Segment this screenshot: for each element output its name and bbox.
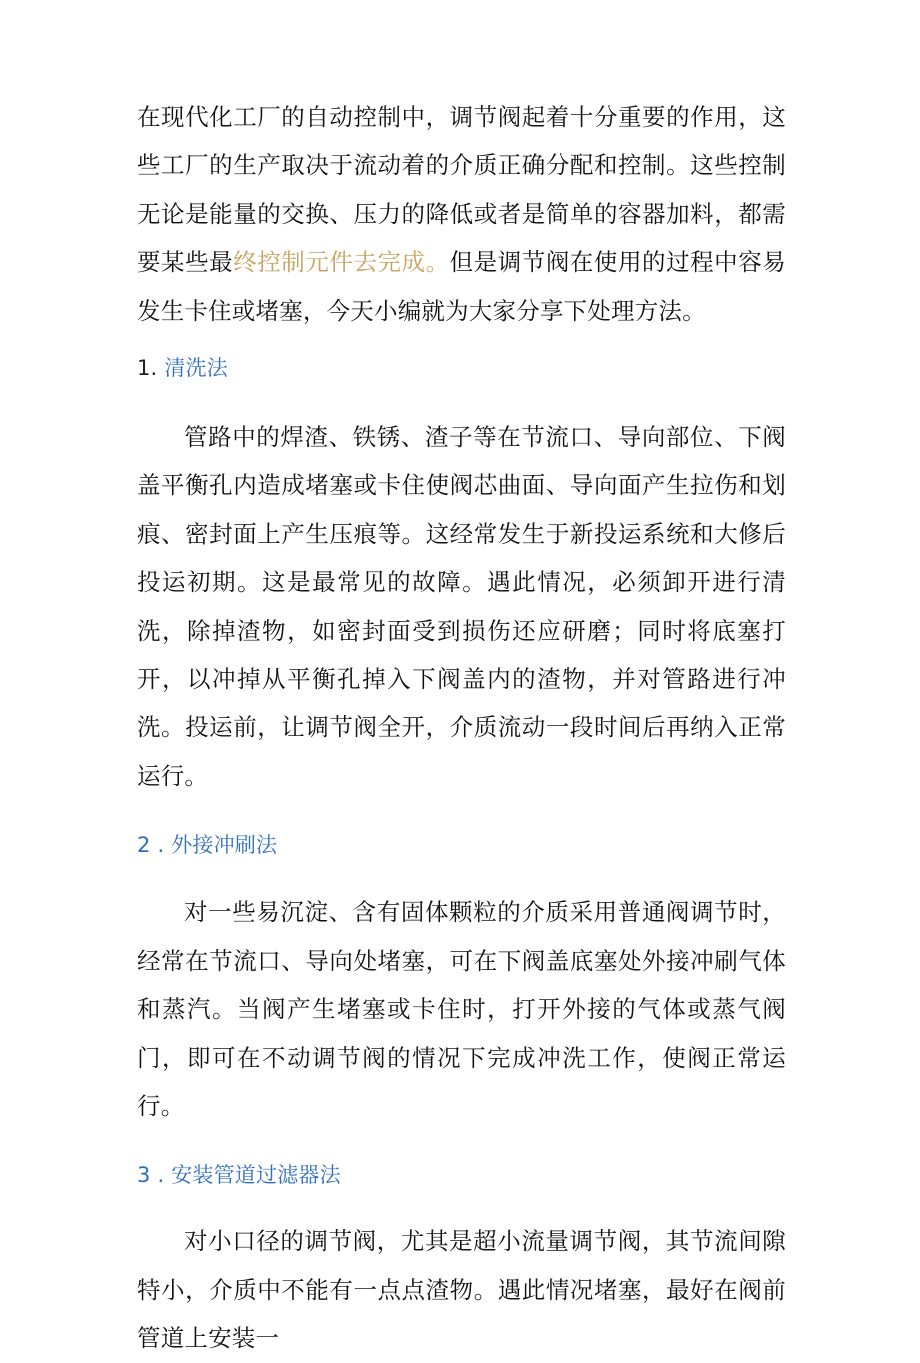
section-heading-3 (137, 1160, 786, 1190)
section-number-1: 1. (137, 356, 158, 381)
section-number-2: 2 (137, 833, 151, 858)
intro-text-before: 在现代化工厂的自动控制中，调节阀起着十分重要的作用，这些工厂的生产取决于流动着的介质正确分配和控制。这些控制无论是能量的交换、压力的降低或者是简单的容器加料，都需要某些最 (137, 103, 786, 277)
section-body-3: 对小口径的调节阀，尤其是超小流量调节阀，其节流间隙特小，介质中不能有一点点渣物。遇此情况堵塞，最好在阀前管道上安装一 (137, 1227, 786, 1353)
section-body-1: 管路中的焊渣、铁锈、渣子等在节流口、导向部位、下阀盖平衡孔内造成堵塞或卡住使阀芯曲面、导向面产生拉伤和划痕、密封面上产生压痕等。这经常发生于新投运系统和大修后投运初期。这是最常见的故障。遇此情况，必须卸开进行清洗，除掉渣物，如密封面受到损伤还应研磨；同时将底塞打开，以冲掉从平衡孔掉入下阀盖内的渣物，并对管路进行冲洗。投运前，让调节阀全开，介质流动一段时间后再纳入正常运行。 (137, 423, 786, 790)
section-heading-1 (137, 353, 786, 383)
intro-highlight: 终控制元件去完成。 (233, 248, 450, 277)
section-number-3: 3 (137, 1163, 151, 1188)
section-body-2: 对一些易沉淀、含有固体颗粒的介质采用普通阀调节时，经常在节流口、导向处堵塞，可在下阀盖底塞处外接冲刷气体和蒸汽。当阀产生堵塞或卡住时，打开外接的气体或蒸气阀门，即可在不动调节阀的情况下完成冲洗工作，使阀正常运行。 (137, 898, 786, 1120)
section-title-3: . 安装管道过滤器法 (157, 1163, 341, 1188)
intro-paragraph (137, 93, 786, 335)
section-title-2: . 外接冲刷法 (157, 833, 278, 858)
section-title-1: 清洗法 (164, 356, 228, 381)
intro-text-after: 但是调节阀在使用的过程中容易发生卡住或堵塞，今天小编就为大家分享下处理方法。 (137, 248, 786, 325)
section-heading-2 (137, 830, 786, 860)
